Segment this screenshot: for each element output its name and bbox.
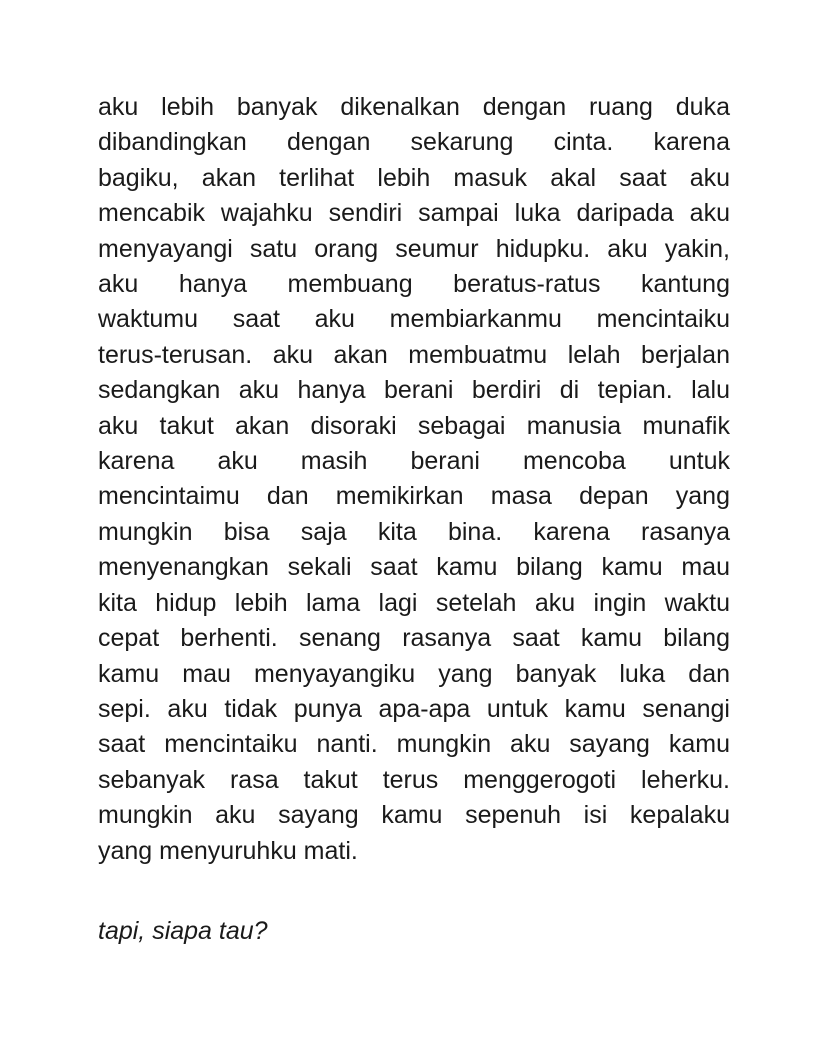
paragraph-line: saat mencintaiku nanti. mungkin aku sayang kamu [98, 730, 730, 759]
paragraph-line: sedangkan aku hanya berani berdiri di tepian. lalu [98, 376, 730, 405]
paragraph-line: aku takut akan disoraki sebagai manusia munafik [98, 411, 730, 440]
paragraph-line: kamu mau menyayangiku yang banyak luka dan [98, 659, 730, 688]
paragraph-line: sepi. aku tidak punya apa-apa untuk kamu senangi [98, 694, 730, 723]
paragraph-line: bagiku, akan terlihat lebih masuk akal saat aku [98, 163, 730, 192]
paragraph-line: menyenangkan sekali saat kamu bilang kamu mau [98, 553, 730, 582]
paragraph-line: menyayangi satu orang seumur hidupku. aku yakin, [98, 234, 730, 263]
paragraph-line: aku lebih banyak dikenalkan dengan ruang duka [98, 93, 730, 121]
paragraph-line: cepat berhenti. senang rasanya saat kamu bilang [98, 624, 730, 653]
paragraph-line: karena aku masih berani mencoba untuk [98, 447, 730, 476]
paragraph-line: waktumu saat aku membiarkanmu mencintaiku [98, 305, 730, 334]
paragraph-line: mungkin bisa saja kita bina. karena rasanya [98, 517, 730, 546]
paragraph-line: sebanyak rasa takut terus menggerogoti leherku. [98, 765, 730, 794]
body-paragraph [98, 90, 730, 869]
paragraph-line: dibandingkan dengan sekarung cinta. karena [98, 128, 730, 157]
paragraph-line: aku hanya membuang beratus-ratus kantung [98, 270, 730, 299]
paragraph-line: mencabik wajahku sendiri sampai luka daripada aku [98, 199, 730, 228]
closing-line: tapi, siapa tau? [98, 917, 268, 945]
paragraph-line: mencintaimu dan memikirkan masa depan yang [98, 482, 730, 511]
paragraph-line: kita hidup lebih lama lagi setelah aku ingin waktu [98, 588, 730, 617]
paragraph-line: terus-terusan. aku akan membuatmu lelah berjalan [98, 340, 730, 369]
paragraph-line: mungkin aku sayang kamu sepenuh isi kepalaku [98, 801, 730, 830]
paragraph-last-line: yang menyuruhku mati. [98, 836, 358, 865]
